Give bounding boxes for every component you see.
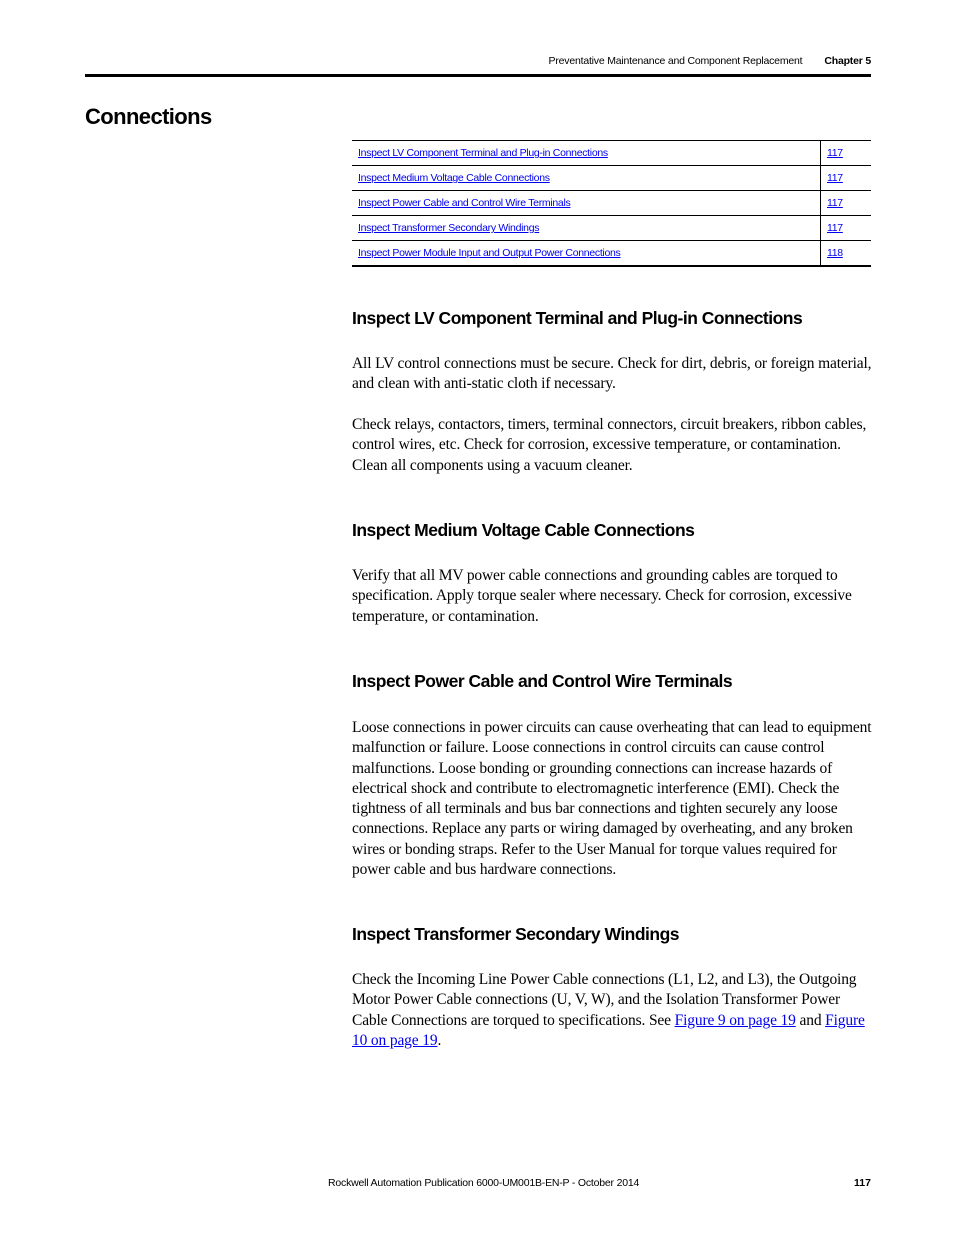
page-title: Connections — [85, 104, 212, 129]
section-toc-table — [352, 140, 871, 267]
paragraph-text: and — [795, 1011, 826, 1029]
paragraph: All LV control connections must be secure. Check for dirt, debris, or foreign material, and clean with anti-static cloth if necessary. — [352, 355, 872, 393]
toc-link-lv-component[interactable]: Inspect LV Component Terminal and Plug-in Connections — [358, 147, 608, 159]
paragraph-text: . — [437, 1031, 442, 1049]
heading-mv-cable: Inspect Medium Voltage Cable Connections — [352, 520, 695, 540]
header-chapter: Chapter 5 — [824, 55, 871, 67]
toc-link-power-cable[interactable]: Inspect Power Cable and Control Wire Terminals — [358, 197, 571, 209]
toc-link-power-module[interactable]: Inspect Power Module Input and Output Power Connections — [358, 246, 621, 259]
heading-power-cable: Inspect Power Cable and Control Wire Terminals — [352, 671, 733, 691]
toc-page-link[interactable]: 118 — [827, 246, 843, 259]
paragraph — [352, 970, 872, 1051]
toc-row — [352, 191, 871, 216]
toc-page-link[interactable]: 117 — [827, 222, 843, 234]
toc-row — [352, 141, 871, 166]
toc-row — [352, 241, 871, 266]
toc-page-link[interactable]: 117 — [827, 197, 843, 209]
figure-10-link[interactable]: Figure 10 on page 19 — [352, 1011, 865, 1049]
toc-row — [352, 166, 871, 191]
paragraph-text: Check the Incoming Line Power Cable connections (L1, L2, and L3), the Outgoing Motor Power Cable connections (U, V, W), and the Isolation Transformer Power Cable Connections are torqued to specifications. See — [352, 971, 857, 1029]
heading-lv-component: Inspect LV Component Terminal and Plug-in Connections — [352, 308, 803, 328]
paragraph: Check relays, contactors, timers, terminal connectors, circuit breakers, ribbon cables, control wires, etc. Check for corrosion, excessive temperature, or contamination. Clean all components using a vacuum cleaner. — [352, 416, 867, 474]
toc-page-link[interactable]: 117 — [827, 147, 843, 159]
footer-publication: Rockwell Automation Publication 6000-UM001B-EN-P - October 2014 — [328, 1177, 640, 1189]
header-section-name: Preventative Maintenance and Component Replacement — [548, 55, 803, 67]
heading-transformer: Inspect Transformer Secondary Windings — [352, 924, 680, 944]
toc-link-mv-cable[interactable]: Inspect Medium Voltage Cable Connections — [358, 172, 550, 184]
paragraph: Verify that all MV power cable connections and grounding cables are torqued to specification. Apply torque sealer where necessary. Check for corrosion, excessive temperature, or contamination. — [352, 567, 852, 625]
toc-row — [352, 216, 871, 241]
running-header — [85, 52, 871, 70]
toc-page-link[interactable]: 117 — [827, 172, 843, 184]
paragraph: Loose connections in power circuits can cause overheating that can lead to equipment malfunction or failure. Loose connections in control circuits can cause control malfunctions. Loose bonding or grounding connections can increase hazards of electrical shock and contribute to electromagnetic interference (EMI). Check the tightness of all terminals and bus bar connections and tighten securely any loose connections. Replace any parts or wiring damaged by overheating, and any broken wires or bonding straps. Refer to the User Manual for torque values required for power cable and bus hardware connections. — [352, 719, 872, 879]
toc-link-transformer[interactable]: Inspect Transformer Secondary Windings — [358, 222, 540, 234]
header-rule — [85, 74, 871, 77]
figure-9-link[interactable]: Figure 9 on page 19 — [674, 1011, 796, 1029]
footer-page-number: 117 — [854, 1177, 871, 1189]
